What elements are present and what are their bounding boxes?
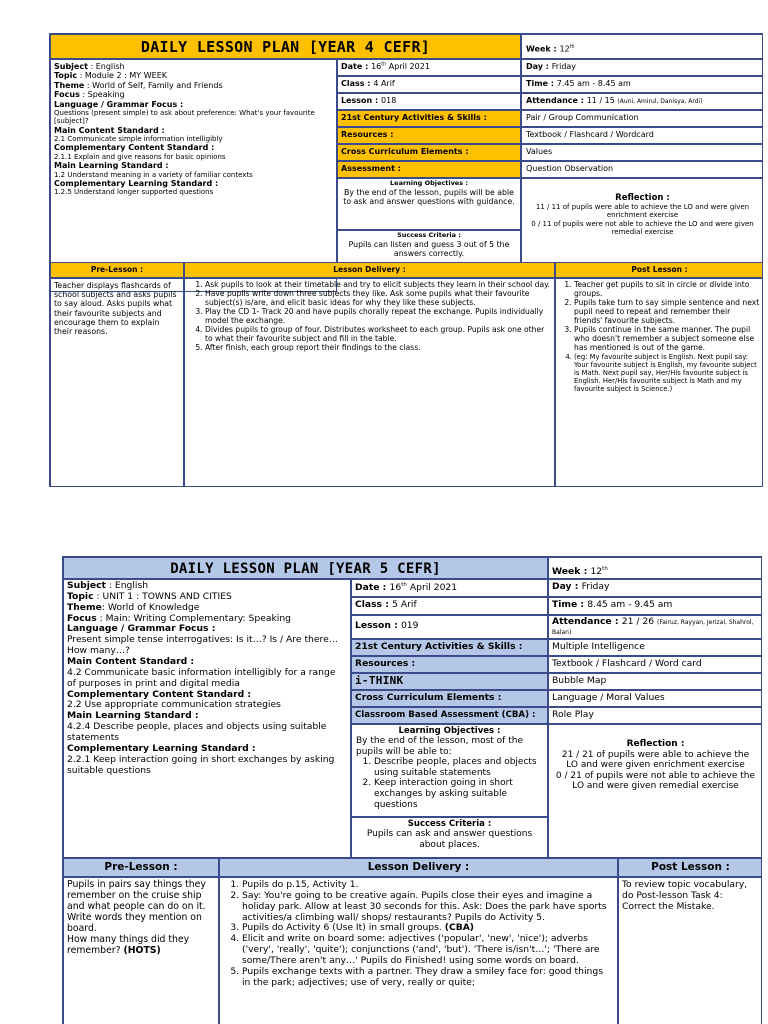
class-field [337, 76, 521, 93]
delivery-step: 2. Have pupils write down three subjects they like. Ask some pupils what their favourite subject(s) is/are, and elicit basic ideas for why they like these subjects. [205, 290, 551, 308]
success-criteria-label: Success Criteria : [407, 819, 492, 829]
date-field [351, 579, 548, 597]
topic-label: Topic [54, 71, 78, 81]
post-step: 2. Pupils take turn to say simple sentence and next pupil need to repeat and remember their friends' favourite subjects. [574, 299, 760, 326]
delivery-step: 2. Say: You're going to be creative again. Pupils close their eyes and imagine a holiday park. Allow at least 30 seconds for this. Ask: Does the park have sports activities/a climbing wall/ shops/ restaurants? Pupils do Activity 5. [242, 891, 614, 924]
skills-value: Multiple Intelligence [548, 639, 762, 656]
cross-curriculum-label: Cross Curriculum Elements : [351, 690, 548, 707]
date-value: 16 [371, 62, 382, 71]
skills-value: Pair / Group Communication [521, 110, 763, 127]
plan-title: DAILY LESSON PLAN [YEAR 4 CEFR] [50, 34, 521, 59]
subject-value: : English [87, 62, 125, 71]
grammar-focus-label: Language / Grammar Focus : [54, 99, 184, 109]
post-step: 1. Teacher get pupils to sit in circle or divide into groups. [574, 281, 760, 299]
post-lesson-header: Post Lesson : [555, 262, 763, 278]
lesson-number-value: 019 [400, 620, 419, 631]
learning-objectives [351, 724, 548, 817]
class-value: 5 Arif [392, 599, 417, 610]
day-field [521, 59, 763, 76]
time-value: 7.45 am - 8.45 am [556, 79, 631, 88]
cba-value: Role Play [548, 707, 762, 724]
day-label: Day : [526, 62, 552, 71]
success-criteria-text: Pupils can listen and guess 3 out of 5 the answers correctly. [348, 239, 510, 258]
week-value: 12 [590, 566, 603, 578]
week-sup: th [602, 566, 608, 572]
complementary-content-standard-label: Complementary Content Standard : [67, 688, 252, 700]
date-value: 16 [389, 582, 402, 594]
lesson-plan-year4 [49, 33, 763, 487]
main-learning-standard-text: 1.2 Understand meaning in a variety of familiar contexts [54, 170, 253, 179]
focus-value: : Main: Writing Complementary: Speaking [96, 612, 292, 624]
focus-value: : Speaking [79, 90, 125, 100]
reflection-line-1: 11 / 11 of pupils were able to achieve the LO and were given enrichment exercise [535, 203, 750, 220]
pre-lesson-body [63, 877, 219, 1024]
attendance-names: (Auni, Amirul, Danisya, Ardi) [617, 98, 703, 105]
pre-lesson-text-2: Write words they mention on board. [67, 911, 202, 934]
week-value: 12 [559, 44, 570, 54]
week-label: Week : [552, 566, 591, 578]
attendance-field [521, 93, 763, 110]
skills-label: 21st Century Activities & Skills : [351, 639, 548, 656]
date-rest: April 2021 [386, 62, 430, 71]
day-value: Friday [581, 581, 610, 592]
pre-lesson-header: Pre-Lesson : [50, 262, 184, 278]
main-content-standard-label: Main Content Standard : [54, 125, 165, 135]
lesson-delivery-body [184, 278, 555, 487]
week-field [548, 557, 762, 579]
day-value: Friday [551, 62, 577, 71]
post-step: 3. Pupils continue in the same manner. The pupil who doesn't remember a subject someone else has mentioned is out of the game. [574, 326, 760, 353]
subject-label: Subject [67, 580, 106, 591]
cross-curriculum-value: Language / Moral Values [548, 690, 762, 707]
subject-label: Subject [54, 62, 88, 71]
grammar-focus-text: Questions (present simple) to ask about preference: What's your favourite [subject]? [54, 109, 315, 126]
post-lesson-text: To review topic vocabulary, do Post-lesson Task 4: Correct the Mistake. [618, 877, 762, 1024]
main-content-standard-text: 2.1 Communicate simple information intelligibly [54, 135, 223, 144]
plan-title: DAILY LESSON PLAN [YEAR 5 CEFR] [63, 557, 548, 579]
attendance-value: 21 / 26 [621, 616, 657, 627]
reflection [521, 178, 763, 266]
assessment-value: Question Observation [521, 161, 763, 178]
post-lesson-header: Post Lesson : [618, 858, 762, 877]
hots-tag: (HOTS) [123, 944, 161, 956]
cross-curriculum-value: Values [521, 144, 763, 161]
learning-objectives-label: Learning Objectives : [398, 726, 501, 736]
pre-lesson-text: Teacher displays flashcards of school subjects and asks pupils to say aloud. Asks pupils what their favourite subjects and encourage them to explain their reasons. [50, 278, 184, 487]
reflection-label: Reflection : [615, 193, 670, 203]
post-lesson-body [555, 278, 763, 487]
objective-item: 2. Keep interaction going in short exchanges by asking suitable questions [374, 778, 543, 810]
time-field [548, 597, 762, 615]
time-value: 8.45 am - 9.45 am [587, 599, 673, 610]
reflection-line-1: 21 / 21 of pupils were able to achieve the LO and were given enrichment exercise [561, 749, 750, 771]
date-field [337, 59, 521, 76]
attendance-label: Attendance : [552, 616, 622, 627]
lesson-delivery-list [189, 281, 551, 353]
complementary-learning-standard-text: 2.2.1 Keep interaction going in short exchanges by asking suitable questions [67, 753, 335, 776]
complementary-learning-standard-label: Complementary Learning Standard : [54, 178, 219, 188]
delivery-step: 5. After finish, each group report their findings to the class. [205, 344, 551, 353]
main-learning-standard-text: 4.2.4 Describe people, places and objects using suitable statements [67, 721, 327, 744]
week-sup: th [569, 45, 575, 50]
lesson-delivery-header: Lesson Delivery : [219, 858, 618, 877]
lesson-plan-year5 [62, 556, 762, 1024]
cba-tag: (CBA) [444, 922, 475, 934]
theme-label: Theme [67, 601, 102, 613]
subject-value: : English [105, 580, 149, 591]
main-learning-standard-label: Main Learning Standard : [67, 710, 199, 722]
complementary-learning-standard-text: 1.2.5 Understand longer supported questions [54, 188, 214, 197]
resources-label: Resources : [351, 656, 548, 673]
objective-item: 1. Describe people, places and objects using suitable statements [374, 757, 543, 778]
cba-label: Classroom Based Assessment (CBA) : [351, 707, 548, 724]
topic-value: : Module 2 : MY WEEK [77, 71, 167, 81]
complementary-learning-standard-label: Complementary Learning Standard : [67, 742, 256, 754]
resources-value: Textbook / Flashcard / Word card [548, 656, 762, 673]
resources-label: Resources : [337, 127, 521, 144]
ithink-label: i-THINK [351, 673, 548, 690]
learning-objectives-text: By the end of the lesson, most of the pupils will be able to: [356, 736, 523, 757]
lesson-info [50, 59, 337, 292]
post-lesson-list [558, 281, 760, 393]
time-label: Time : [552, 599, 588, 610]
pre-lesson-header: Pre-Lesson : [63, 858, 219, 877]
delivery-step: 5. Pupils exchange texts with a partner. They draw a smiley face for: good things in the park; adjectives; use of very, really or quite; [242, 967, 614, 989]
lesson-info [63, 579, 351, 858]
theme-value: : World of Knowledge [101, 601, 200, 613]
post-step: 4. (eg: My favourite subject is English. Next pupil say: Your favourite subject is English, my favourite subject is Math. Next pupil say, Her/His favourite subject is English. Her/His favourite subject is Math and my favourite subject is Science.) [574, 353, 760, 393]
attendance-value: 11 / 15 [586, 96, 618, 105]
lesson-delivery-list [226, 880, 614, 989]
reflection-label: Reflection : [626, 739, 685, 749]
resources-value: Textbook / Flashcard / Wordcard [521, 127, 763, 144]
theme-value: : World of Self, Family and Friends [84, 80, 223, 90]
pre-lesson-text-3: How many things did they remember? [67, 933, 190, 956]
delivery-step: 4. Elicit and write on board some: adjectives ('popular', 'new', 'nice'); adverbs ('very', 'really', 'quite'); conjunctions ('and', 'but'). 'There is/isn't…'; 'There are some/There aren't any…' Pupils do Finished! using some words on board. [242, 934, 614, 967]
grammar-focus-label: Language / Grammar Focus : [67, 623, 216, 635]
delivery-step: 1. Pupils do p.15, Activity 1. [242, 880, 614, 891]
main-content-standard-text: 4.2 Communicate basic information intelligibly for a range of purposes in print and digital media [67, 666, 336, 689]
lesson-delivery-body [219, 877, 618, 1024]
attendance-names: (Fairuz, Rayyan, Jerizal, Shahrol, Balan) [552, 619, 754, 636]
ithink-value: Bubble Map [548, 673, 762, 690]
class-label: Class : [341, 79, 374, 88]
main-content-standard-label: Main Content Standard : [67, 656, 195, 668]
topic-label: Topic [67, 590, 94, 602]
attendance-label: Attendance : [526, 96, 587, 105]
focus-label: Focus [67, 612, 97, 624]
delivery-step: 4. Divides pupils to group of four. Distributes worksheet to each group. Pupils ask one other to what their favourite subject and fill in the table. [205, 326, 551, 344]
lesson-number-value: 018 [381, 96, 397, 105]
week-label: Week : [526, 44, 560, 54]
learning-objectives-text: By the end of the lesson, pupils will be able to ask and answer questions with guidance. [343, 187, 515, 206]
complementary-content-standard-text: 2.1.1 Explain and give reasons for basic opinions [54, 152, 226, 161]
complementary-content-standard-label: Complementary Content Standard : [54, 143, 215, 153]
date-sup: th [381, 62, 387, 68]
reflection [548, 724, 762, 858]
learning-objectives [337, 178, 521, 230]
lesson-number-field [351, 615, 548, 639]
day-field [548, 579, 762, 597]
theme-label: Theme [54, 80, 85, 90]
reflection-line-2: 0 / 21 of pupils were not able to achieve the LO and were given remedial exercise [555, 770, 756, 792]
learning-objectives-list [356, 757, 543, 810]
topic-value: : UNIT 1 : TOWNS AND CITIES [93, 590, 232, 602]
date-label: Date : [355, 582, 390, 594]
success-criteria-label: Success Criteria : [397, 231, 461, 239]
reflection-line-2: 0 / 11 of pupils were not able to achieve the LO and were given remedial exercise [531, 219, 754, 236]
delivery-step: 1. Ask pupils to look at their timetable and try to elicit subjects they learn in their school day. [205, 281, 551, 290]
lesson-delivery-header: Lesson Delivery : [184, 262, 555, 278]
grammar-focus-text: Present simple tense interrogatives: Is it…? Is / Are there… How many…? [67, 634, 338, 657]
date-label: Date : [341, 62, 372, 71]
time-label: Time : [526, 79, 557, 88]
date-rest: April 2021 [406, 582, 458, 594]
time-field [521, 76, 763, 93]
date-sup: th [401, 582, 407, 588]
attendance-field [548, 615, 762, 639]
lesson-number-label: Lesson : [341, 96, 382, 105]
success-criteria [337, 230, 521, 266]
pre-lesson-text: Pupils in pairs say things they remember on the cruise ship and what people can do on it. [67, 879, 206, 912]
main-learning-standard-label: Main Learning Standard : [54, 161, 169, 171]
success-criteria [351, 817, 548, 858]
learning-objectives-label: Learning Objectives : [390, 179, 468, 187]
delivery-step: 3. Play the CD 1- Track 20 and have pupils chorally repeat the exchange. Pupils individually model the exchange. [205, 308, 551, 326]
lesson-number-label: Lesson : [355, 620, 401, 631]
week-field [521, 34, 763, 59]
day-label: Day : [552, 581, 582, 592]
delivery-step-text: Pupils do Activity 6 (Use It) in small groups. [242, 922, 445, 934]
focus-label: Focus [54, 90, 80, 100]
cross-curriculum-label: Cross Curriculum Elements : [337, 144, 521, 161]
class-label: Class : [355, 599, 393, 610]
lesson-number-field [337, 93, 521, 110]
class-field [351, 597, 548, 615]
skills-label: 21st Century Activities & Skills : [337, 110, 521, 127]
complementary-content-standard-text: 2.2 Use appropriate communication strategies [67, 699, 281, 711]
success-criteria-text: Pupils can ask and answer questions about places. [366, 829, 533, 850]
assessment-label: Assessment : [337, 161, 521, 178]
class-value: 4 Arif [373, 79, 395, 88]
